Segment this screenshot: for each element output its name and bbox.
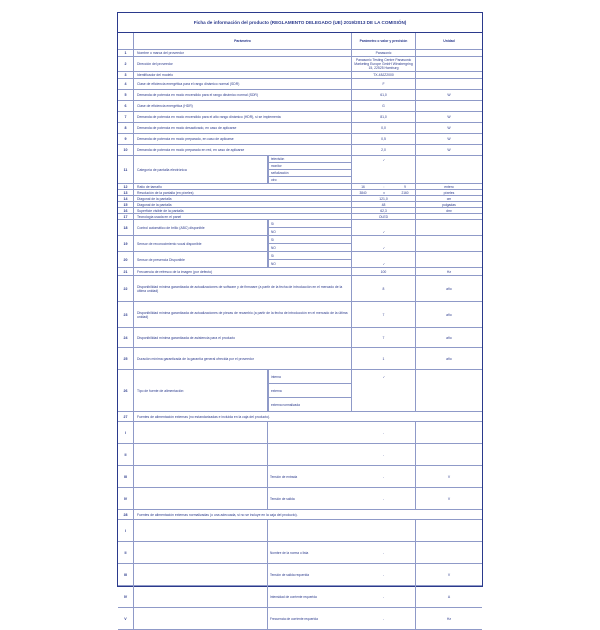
row-parameter: Ratio de tamaño [134, 184, 352, 189]
power-option: interna [268, 370, 352, 384]
row-number: 22 [118, 276, 134, 301]
row-value: 121,0 [352, 196, 416, 201]
row-number: 17 [118, 214, 134, 219]
row-spacer [134, 586, 268, 607]
row-number: 24 [118, 328, 134, 347]
row-value: Panasonic [352, 50, 416, 56]
row-value: - [352, 444, 416, 465]
external-psu-row [118, 488, 482, 510]
external-psu-row [118, 444, 482, 466]
row-label [268, 520, 352, 541]
row-unit: W [447, 126, 451, 130]
row-number: 20 [118, 252, 134, 267]
row-parameter: Sensor de presencia Disponible [134, 252, 268, 267]
header-num-cell [118, 33, 134, 49]
row-unit [416, 101, 482, 111]
row-number: III [118, 564, 134, 585]
row-value: TX-48JZ2000 [352, 72, 416, 78]
value-part-1: 16 [361, 184, 365, 189]
row-number: 2 [118, 57, 134, 71]
row-unit: V [447, 496, 451, 501]
table-row [118, 72, 482, 79]
row-unit: Hz [446, 616, 452, 621]
row-number: 13 [118, 190, 134, 195]
row-spacer [134, 520, 268, 541]
row-unit: V [447, 474, 451, 479]
row-unit [416, 214, 482, 219]
row-parameter: Diagonal de la pantalla [134, 196, 352, 201]
row-number: 18 [118, 220, 134, 235]
row-value: 7 [352, 302, 416, 327]
section-intro: Fuentes de alimentación externas (no estandarizadas e incluida en la caja del producto). [137, 414, 271, 419]
option-no: NO [268, 260, 352, 268]
row-number: 23 [118, 302, 134, 327]
row-unit [416, 444, 482, 465]
category-option: televisión [268, 156, 352, 163]
row-spacer [134, 444, 268, 465]
row-value: - [352, 466, 416, 487]
row-label: Nombre de la norma o lista [270, 550, 309, 555]
external-norm-psu-row [118, 564, 482, 586]
row-number: 1 [118, 50, 134, 56]
header-value: Parámetro o valor y precisión [352, 33, 416, 49]
row-value: 1 [352, 348, 416, 369]
option-no: NO [268, 228, 352, 236]
row-parameter: Disponibilidad mínima garantizada de actualizaciones de piezas de recambio (a partir de la fecha de introducción en el mercado de la última unidad) [134, 302, 352, 327]
row-value: 81,0 [352, 112, 416, 122]
option-no: NO [268, 244, 352, 252]
row-parameter: Clase de eficiencia energética (HDR) [134, 101, 352, 111]
row-parameter: Frecuencia de refresco de la imagen (por defecto) [134, 268, 352, 275]
table-row [118, 276, 482, 302]
table-row [118, 79, 482, 90]
row-spacer [134, 608, 268, 629]
row-parameter: Tipo de fuente de alimentación: [134, 370, 268, 411]
external-norm-psu-row [118, 608, 482, 630]
row-unit [416, 72, 482, 78]
header-unit: Unidad [443, 39, 455, 43]
row-parameter: Demanda de potencia en modo encendido para el alto rango dinámico (HDR), si se implementa [134, 112, 352, 122]
row-number: 11 [118, 156, 134, 183]
row-unit [416, 252, 482, 267]
table-row [118, 123, 482, 134]
row-number: IV [118, 488, 134, 509]
row-unit: año [446, 335, 452, 340]
row-number: 28 [118, 510, 134, 519]
row-number: 10 [118, 145, 134, 155]
row-unit: año [446, 312, 452, 317]
row-label: Tensión de salida requerida [270, 572, 309, 577]
yesno-row [118, 220, 482, 236]
row-value: 0,0 [352, 123, 416, 133]
row-value: G [352, 101, 416, 111]
row-parameter: Clase de eficiencia energética para el rango dinámico normal (SDR) [134, 79, 352, 89]
value-separator: : [383, 184, 385, 189]
row-value: Panasonic Testing Centre Panasonic Marketing Europe GmbH Winsbergring 15, 22525 Hamburg [352, 57, 416, 71]
row-number: 3 [118, 72, 134, 78]
row-unit: A [447, 594, 451, 599]
table-row [118, 134, 482, 145]
row-value: 48 [352, 202, 416, 207]
row-number: 14 [118, 196, 134, 201]
row-unit [416, 57, 482, 71]
yesno-row [118, 252, 482, 268]
value-part-2: 2160 [401, 190, 409, 195]
row-unit [416, 542, 482, 563]
row-parameter: Dirección del proveedor [134, 57, 352, 71]
row-number: II [118, 444, 134, 465]
row-value: - [352, 608, 416, 629]
row-unit [416, 50, 482, 56]
row-unit: Hz [446, 269, 452, 274]
external-psu-row [118, 422, 482, 444]
row-value: - [352, 586, 416, 607]
external-norm-psu-row [118, 586, 482, 608]
table-row [118, 90, 482, 101]
external-psu-row [118, 466, 482, 488]
row-value: 0,5 [352, 134, 416, 144]
row-unit: V [447, 572, 451, 577]
row-parameter: Diagonal de la pantalla [134, 202, 352, 207]
row-parameter: Identificador del modelo [134, 72, 352, 78]
row-number: 12 [118, 184, 134, 189]
row-unit: dm² [446, 208, 452, 213]
row-number: 9 [118, 134, 134, 144]
row-value: 2,0 [352, 145, 416, 155]
row-parameter: Resolución de la pantalla (en píxeles) [134, 190, 352, 195]
row-spacer [134, 542, 268, 563]
value-part-2: 9 [404, 184, 406, 189]
row-unit: año [446, 356, 452, 361]
row-label: Intensidad de corriente requerida [270, 594, 317, 599]
row-parameter: Control automático de brillo (ABC) disponible [134, 220, 268, 235]
external-psu-intro [118, 412, 482, 422]
row-unit [416, 520, 482, 541]
table-row [118, 101, 482, 112]
row-value: 62,3 [352, 208, 416, 213]
row-parameter: Demanda de potencia en modo encendido para el rango dinámico normal (SDR) [134, 90, 352, 100]
row-number: 16 [118, 208, 134, 213]
table-row [118, 145, 482, 156]
row-parameter: Sensor de reconocimiento vocal disponible [134, 236, 268, 251]
row-spacer [134, 564, 268, 585]
yesno-row [118, 236, 482, 252]
row-parameter: Tecnología usada en el panel [134, 214, 352, 219]
row-parameter: Categoría de pantalla electrónica [134, 156, 268, 183]
row-value: - [352, 422, 416, 443]
row-number: IV [118, 586, 134, 607]
row-unit [416, 79, 482, 89]
row-number: II [118, 542, 134, 563]
row-label: Tensión de salida [270, 496, 295, 501]
table-row [118, 348, 482, 370]
table-row [118, 328, 482, 348]
header-row [118, 33, 482, 50]
table-row [118, 50, 482, 57]
option-si: Sí [268, 220, 352, 228]
table-row [118, 57, 482, 72]
external-norm-psu-row [118, 542, 482, 564]
row-number: III [118, 466, 134, 487]
row-spacer [134, 488, 268, 509]
check-mark: ✓ [382, 375, 386, 379]
row-value: - [352, 542, 416, 563]
row-number: 4 [118, 79, 134, 89]
row-number: 15 [118, 202, 134, 207]
header-parameter: Parámetro [134, 33, 352, 49]
category-option: señalización [268, 170, 352, 177]
row-label [268, 444, 352, 465]
row-unit: W [447, 93, 451, 97]
row-parameter: Duración mínima garantizada de la garantía general ofrecida por el proveedor [134, 348, 352, 369]
value-part-1: 3840 [359, 190, 367, 195]
row-value: 7 [352, 328, 416, 347]
category-option: monitor [268, 163, 352, 170]
row-parameter: Disponibilidad mínima garantizada de asistencia para el producto [134, 328, 352, 347]
row-unit: pulgadas [442, 202, 456, 207]
row-value: - [352, 488, 416, 509]
external-norm-psu-row [118, 520, 482, 542]
row-number: 26 [118, 370, 134, 411]
row-unit: año [446, 286, 452, 291]
row-number: V [118, 608, 134, 629]
external-norm-psu-intro [118, 510, 482, 520]
row-number: 7 [118, 112, 134, 122]
row-value: OLED [352, 214, 416, 219]
row-value: 8 [352, 276, 416, 301]
row-unit [416, 370, 482, 411]
row-unit [416, 236, 482, 251]
category-row [118, 156, 482, 184]
row-unit: entero [444, 184, 454, 189]
product-info-sheet [117, 12, 483, 621]
row-number: 25 [118, 348, 134, 369]
row-parameter: Demanda de potencia en modo desactivado, en caso de aplicarse [134, 123, 352, 133]
row-unit: W [447, 115, 451, 119]
row-number: 19 [118, 236, 134, 251]
document-title: Ficha de información del producto (REGLAMENTO DELEGADO (UE) 2019/2013 DE LA COMISIÓN) [118, 13, 482, 33]
row-unit: píxeles [443, 190, 455, 195]
table-row [118, 302, 482, 328]
row-parameter: Disponibilidad mínima garantizada de actualizaciones de software y de firmware (a partir de la fecha de introducción en el mercado de la última unidad) [134, 276, 352, 301]
row-number: I [118, 422, 134, 443]
row-spacer [134, 466, 268, 487]
category-option: otro [268, 177, 352, 184]
row-value: F [352, 79, 416, 89]
section-intro: Fuentes de alimentación externas normalizadas (o una adecuada, si no se incluye en la caja del producto). [137, 512, 298, 517]
check-mark: ✓ [382, 262, 386, 266]
option-si: Sí [268, 236, 352, 244]
row-value: - [352, 564, 416, 585]
table-row [118, 268, 482, 276]
check-mark: ✓ [382, 157, 386, 162]
row-spacer [134, 422, 268, 443]
check-mark: ✓ [382, 246, 386, 250]
check-mark: ✓ [382, 230, 386, 234]
row-unit: W [447, 137, 451, 141]
row-number: 21 [118, 268, 134, 275]
row-label [268, 422, 352, 443]
row-label: Tensión de entrada [270, 474, 298, 479]
row-unit: cm [446, 196, 452, 201]
row-number: 27 [118, 412, 134, 421]
row-value: 61,0 [352, 90, 416, 100]
row-number: I [118, 520, 134, 541]
option-si: Sí [268, 252, 352, 260]
row-parameter: Nombre o marca del proveedor [134, 50, 352, 56]
row-unit [416, 156, 482, 183]
power-option: externa [268, 384, 352, 398]
table-row [118, 112, 482, 123]
row-value: 100 [352, 268, 416, 275]
row-parameter: Demanda de potencia en modo preparado, en caso de aplicarse [134, 134, 352, 144]
row-number: 5 [118, 90, 134, 100]
row-unit [416, 422, 482, 443]
row-number: 6 [118, 101, 134, 111]
row-unit: W [447, 148, 451, 152]
row-parameter: Superficie visible de la pantalla [134, 208, 352, 213]
row-value [352, 520, 416, 541]
row-number: 8 [118, 123, 134, 133]
row-parameter: Demanda de potencia en modo preparado en red, en caso de aplicarse [134, 145, 352, 155]
row-label: Frecuencia de corriente requerida [270, 616, 318, 621]
power-option: externa normalizada [268, 398, 352, 412]
value-separator: x [383, 190, 385, 195]
power-source-row [118, 370, 482, 412]
row-unit [416, 220, 482, 235]
